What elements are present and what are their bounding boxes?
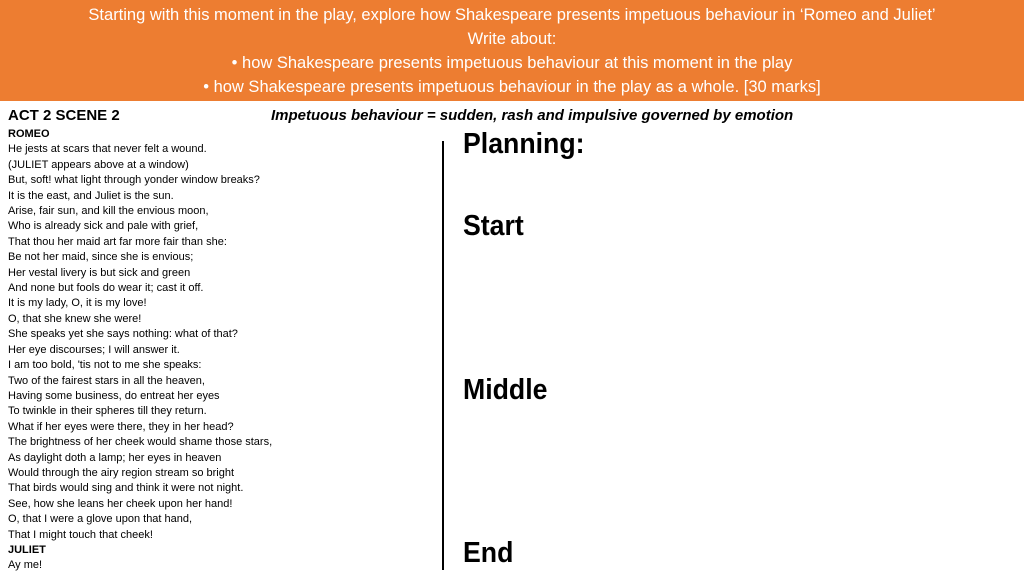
bullet-point-1: • how Shakespeare presents impetuous behaviour at this moment in the play (231, 54, 793, 72)
script-line: But, soft! what light through yonder window breaks? (8, 174, 260, 187)
speaker-name: JULIET (8, 543, 46, 556)
middle-heading: Middle (463, 374, 548, 406)
script-line: It is my lady, O, it is my love! (8, 297, 147, 310)
script-line: As daylight doth a lamp; her eyes in heaven (8, 451, 222, 464)
question-banner (0, 0, 1024, 101)
script-line: And none but fools do wear it; cast it off. (8, 282, 204, 295)
script-line: (JULIET appears above at a window) (8, 158, 189, 171)
script-line: Be not her maid, since she is envious; (8, 251, 194, 264)
script-line: Arise, fair sun, and kill the envious moon, (8, 205, 209, 218)
script-line: He jests at scars that never felt a wound. (8, 143, 207, 156)
script-line: O, that I were a glove upon that hand, (8, 513, 193, 526)
bullet-point-2: • how Shakespeare presents impetuous behaviour in the play as a whole. [30 marks] (203, 78, 821, 96)
speaker-name: ROMEO (8, 128, 50, 140)
act-scene-title: ACT 2 SCENE 2 (8, 107, 120, 124)
column-divider (442, 141, 444, 570)
planning-heading: Planning: (463, 128, 585, 160)
script-line: Would through the airy region stream so bright (8, 466, 235, 479)
script-line: That birds would sing and think it were not night. (8, 482, 244, 495)
play-extract (8, 127, 428, 574)
script-line: That I might touch that cheek! (8, 528, 153, 541)
script-line: The brightness of her cheek would shame those stars, (8, 436, 273, 449)
script-line: To twinkle in their spheres till they return. (8, 405, 207, 418)
start-heading: Start (463, 210, 524, 242)
script-line: She speaks yet she says nothing: what of that? (8, 328, 238, 341)
script-line: I am too bold, 'tis not to me she speaks: (8, 359, 202, 372)
script-line: Who is already sick and pale with grief, (8, 220, 199, 233)
script-line: Ay me! (8, 559, 43, 572)
script-line: That thou her maid art far more fair than she: (8, 235, 227, 248)
script-line: O, that she knew she were! (8, 312, 142, 325)
script-line: See, how she leans her cheek upon her hand! (8, 497, 233, 510)
script-line: It is the east, and Juliet is the sun. (8, 189, 174, 202)
question-text: Starting with this moment in the play, explore how Shakespeare presents impetuous behaviour in ‘Romeo and Juliet’ (88, 6, 936, 24)
end-heading: End (463, 537, 514, 569)
write-about-label: Write about: (467, 30, 557, 48)
script-line: Her eye discourses; I will answer it. (8, 343, 180, 356)
impetuous-definition: Impetuous behaviour = sudden, rash and impulsive governed by emotion (271, 107, 794, 124)
script-line: What if her eyes were there, they in her head? (8, 420, 234, 433)
script-line: Two of the fairest stars in all the heaven, (8, 374, 205, 387)
script-line: Her vestal livery is but sick and green (8, 266, 191, 279)
script-line: Having some business, do entreat her eyes (8, 389, 220, 402)
